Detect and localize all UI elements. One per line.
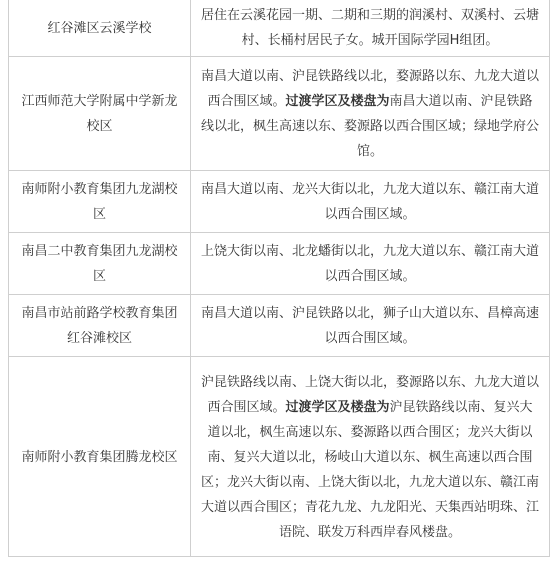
table-row: [9, 357, 550, 557]
area-text: 南昌大道以南、沪昆铁路线以北，枫生高速以东、婺源路以西合围区域；绿地学府公馆。: [201, 94, 540, 159]
area-text: 上饶大街以南、北龙蟠街以北，九龙大道以东、赣江南大道以西合围区域。: [201, 244, 540, 284]
area-text: 沪昆铁路线以南、复兴大道以北，枫生高速以东、婺源路以西合围区；龙兴大街以南、复兴大道以北，杨岐山大道以东、枫生高速以西合围区；龙兴大街以南、上饶大街以北，九龙大道以东、赣江南大道以西合围区；青花九龙、九龙阳光、天集西站明珠、江语院、联发万科西岸春风楼盘。: [201, 399, 540, 540]
school-name-cell: 江西师范大学附属中学新龙校区: [9, 57, 191, 171]
enrollment-area-cell: [191, 171, 550, 233]
enrollment-area-cell: [191, 357, 550, 557]
table-row: [9, 0, 550, 57]
table-row: [9, 295, 550, 357]
enrollment-area-cell: [191, 295, 550, 357]
table-row: [9, 171, 550, 233]
school-name-cell: 南师附小教育集团九龙湖校区: [9, 171, 191, 233]
transition-area-label: 过渡学区及楼盘为: [285, 94, 390, 109]
school-district-table: [8, 0, 550, 557]
transition-area-label: 过渡学区及楼盘为: [285, 399, 390, 415]
enrollment-area-cell: [191, 57, 550, 171]
school-name-cell: 南师附小教育集团腾龙校区: [9, 357, 191, 557]
enrollment-area-cell: [191, 0, 550, 57]
area-text: 沪昆铁路线以南、上饶大街以北，婺源路以东、九龙大道以西合围区域。: [201, 374, 540, 415]
area-text: 南昌大道以南、沪昆铁路线以北，婺源路以东、九龙大道以西合围区域。: [201, 69, 540, 109]
table-body: [9, 0, 550, 557]
school-name-cell: 南昌二中教育集团九龙湖校区: [9, 233, 191, 295]
table-row: [9, 233, 550, 295]
enrollment-area-cell: [191, 233, 550, 295]
school-name-cell: 红谷滩区云溪学校: [9, 0, 191, 57]
area-text: 南昌大道以南、沪昆铁路以北，狮子山大道以东、昌樟高速以西合围区域。: [201, 306, 540, 346]
area-text: 南昌大道以南、龙兴大街以北，九龙大道以东、赣江南大道以西合围区域。: [201, 182, 540, 222]
table-row: [9, 57, 550, 171]
school-name-cell: 南昌市站前路学校教育集团红谷滩校区: [9, 295, 191, 357]
area-text: 居住在云溪花园一期、二期和三期的润溪村、双溪村、云塘村、长桶村居民子女。城开国际学园H组团。: [201, 8, 540, 48]
